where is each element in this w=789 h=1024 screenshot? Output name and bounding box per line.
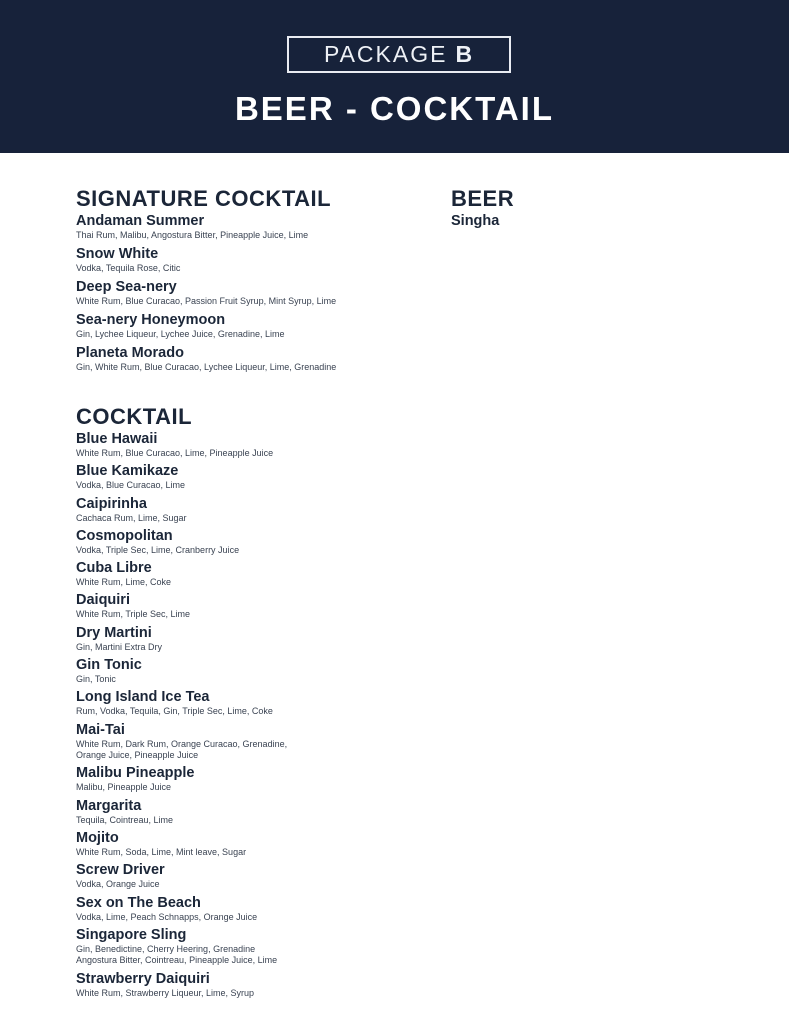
menu-item-name: Strawberry Daiquiri bbox=[76, 970, 210, 987]
menu-item-ingredients: Tequila, Cointreau, Lime bbox=[76, 814, 174, 825]
menu-item-ingredients: White Rum, Blue Curacao, Passion Fruit Syrup, Mint Syrup, Lime bbox=[76, 296, 337, 306]
menu-item-ingredients: Vodka, Triple Sec, Lime, Cranberry Juice bbox=[76, 544, 240, 555]
menu-item bbox=[76, 560, 436, 589]
menu-item-name: Long Island Ice Tea bbox=[76, 689, 210, 706]
menu-item-name: Sea-nery Honeymoon bbox=[76, 312, 226, 328]
menu-item-ingredients: Thai Rum, Malibu, Angostura Bitter, Pineapple Juice, Lime bbox=[76, 230, 309, 240]
menu-item bbox=[76, 657, 436, 686]
menu-item bbox=[76, 862, 436, 891]
menu-item-name: Deep Sea-nery bbox=[76, 279, 177, 295]
menu-item-name: Margarita bbox=[76, 797, 142, 814]
menu-item-name: Malibu Pineapple bbox=[76, 765, 195, 782]
menu-item bbox=[76, 496, 436, 525]
menu-item-name: Andaman Summer bbox=[76, 213, 205, 229]
menu-item-ingredients: White Rum, Blue Curacao, Lime, Pineapple Juice bbox=[76, 448, 274, 458]
menu-item bbox=[76, 345, 436, 374]
menu-item-ingredients: White Rum, Dark Rum, Orange Curacao, Grenadine, Orange Juice, Pineapple Juice bbox=[76, 738, 288, 761]
signature-cocktail-list bbox=[76, 213, 436, 378]
menu-item-ingredients: White Rum, Soda, Lime, Mint leave, Sugar bbox=[76, 847, 247, 858]
menu-item bbox=[76, 689, 436, 718]
menu-item-ingredients: Vodka, Lime, Peach Schnapps, Orange Juice bbox=[76, 911, 258, 922]
menu-item-name: Sex on The Beach bbox=[76, 894, 201, 911]
menu-item-name: Cosmopolitan bbox=[76, 527, 173, 544]
menu-item bbox=[76, 246, 436, 275]
menu-item-ingredients: Cachaca Rum, Lime, Sugar bbox=[76, 512, 187, 523]
menu-item-ingredients: Gin, Tonic bbox=[76, 674, 116, 685]
menu-item bbox=[76, 592, 436, 621]
menu-item bbox=[76, 927, 436, 967]
menu-item-ingredients: Gin, Benedictine, Cherry Heering, Grenadine Angostura Bitter, Cointreau, Pineapple Juice, Lime bbox=[76, 943, 278, 966]
menu-item bbox=[76, 971, 436, 1000]
menu-item bbox=[76, 431, 436, 460]
menu-item-ingredients: Rum, Vodka, Tequila, Gin, Triple Sec, Lime, Coke bbox=[76, 706, 273, 717]
menu-item-name: Mai-Tai bbox=[76, 721, 125, 738]
menu-item-ingredients: Vodka, Orange Juice bbox=[76, 879, 160, 890]
menu-item-name: Planeta Morado bbox=[76, 345, 184, 361]
menu-item-name: Caipirinha bbox=[76, 495, 147, 512]
menu-item-ingredients: Gin, Martini Extra Dry bbox=[76, 641, 163, 652]
menu-item bbox=[76, 625, 436, 654]
menu-item-name: Dry Martini bbox=[76, 624, 152, 641]
package-letter: B bbox=[455, 41, 475, 67]
header-banner bbox=[0, 0, 789, 153]
menu-item-name: Screw Driver bbox=[76, 862, 165, 879]
package-label: PACKAGE bbox=[323, 41, 448, 67]
menu-item bbox=[76, 798, 436, 827]
menu-item-name: Mojito bbox=[76, 830, 119, 847]
cocktail-heading: COCKTAIL bbox=[76, 404, 193, 429]
menu-item-name: Gin Tonic bbox=[76, 657, 142, 674]
menu-item bbox=[76, 279, 436, 308]
menu-item bbox=[76, 528, 436, 557]
menu-item bbox=[76, 722, 436, 762]
menu-item-name: Singapore Sling bbox=[76, 926, 187, 943]
menu-item bbox=[76, 895, 436, 924]
menu-item bbox=[76, 765, 436, 794]
menu-item bbox=[76, 312, 436, 341]
menu-item-ingredients: Malibu, Pineapple Juice bbox=[76, 782, 172, 793]
beer-heading: BEER bbox=[451, 186, 515, 211]
menu-item-name: Daiquiri bbox=[76, 592, 130, 609]
menu-item-name: Blue Kamikaze bbox=[76, 463, 179, 480]
menu-item-ingredients: Gin, White Rum, Blue Curacao, Lychee Liqueur, Lime, Grenadine bbox=[76, 362, 337, 372]
cocktail-list bbox=[76, 431, 436, 1003]
menu-item-ingredients: Vodka, Tequila Rose, Citic bbox=[76, 263, 181, 273]
menu-item bbox=[76, 213, 436, 242]
menu-item-ingredients: Gin, Lychee Liqueur, Lychee Juice, Grenadine, Lime bbox=[76, 329, 285, 339]
menu-item-ingredients: White Rum, Triple Sec, Lime bbox=[76, 609, 191, 620]
menu-item-ingredients: White Rum, Strawberry Liqueur, Lime, Syrup bbox=[76, 987, 255, 998]
menu-item-name: Cuba Libre bbox=[76, 560, 152, 577]
menu-item-ingredients: Vodka, Blue Curacao, Lime bbox=[76, 480, 186, 491]
menu-item-name: Blue Hawaii bbox=[76, 431, 158, 447]
menu-item-ingredients: White Rum, Lime, Coke bbox=[76, 577, 172, 588]
menu-item bbox=[76, 463, 436, 492]
signature-cocktail-heading: SIGNATURE COCKTAIL bbox=[76, 186, 332, 211]
menu-item bbox=[76, 830, 436, 859]
page-title: BEER - COCKTAIL bbox=[234, 90, 555, 127]
package-label-box bbox=[287, 36, 511, 73]
beer-item: Singha bbox=[451, 213, 500, 229]
menu-item-name: Snow White bbox=[76, 246, 159, 262]
